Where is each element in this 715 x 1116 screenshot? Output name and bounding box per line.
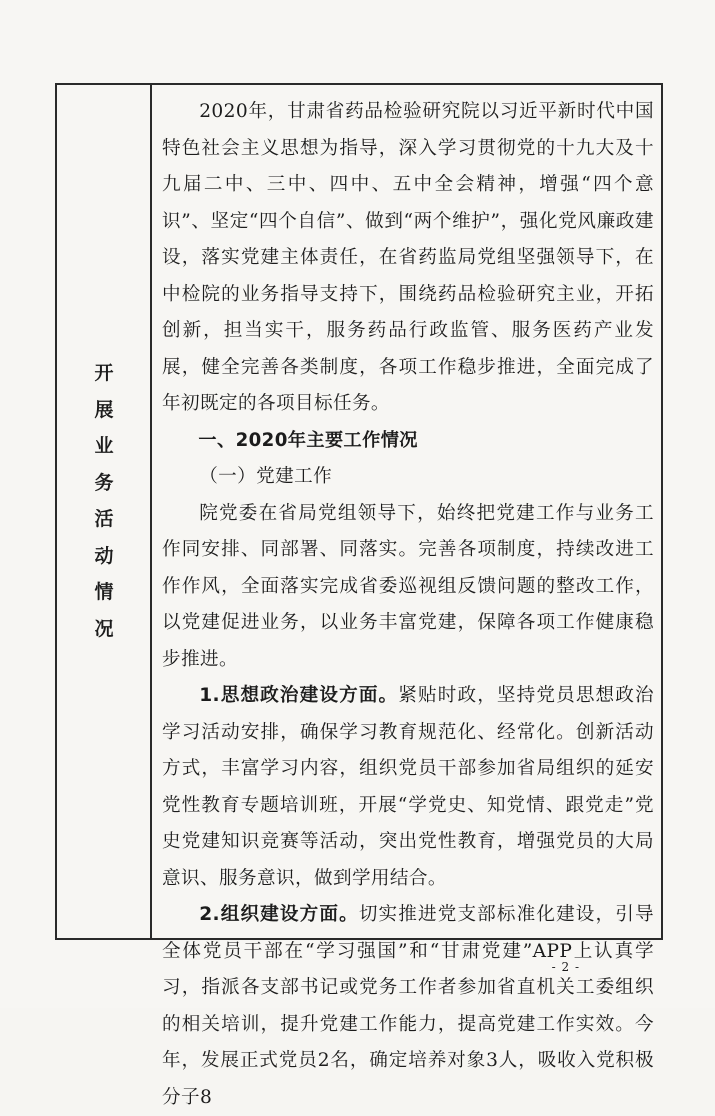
row-label-char: 动 — [94, 544, 114, 567]
row-label-char: 业 — [94, 435, 114, 457]
section-heading: 一、2020年主要工作情况 — [198, 429, 418, 451]
row-label-char: 务 — [94, 471, 114, 494]
row-label-char: 活 — [94, 508, 114, 530]
column-divider — [150, 83, 152, 940]
item1-lead: 1.思想政治建设方面。 — [199, 685, 399, 706]
subsection-paragraph: 院党委在省局党组领导下，始终把党建工作与业务工作同安排、同部署、同落实。完善各项制度，持续改进工作作风，全面落实完成省委巡视组反馈问题的整改工作，以党建促进业务，以业务丰富党建，保障各项工作健康稳步推进。 — [162, 502, 654, 670]
row-label-char: 情 — [94, 581, 114, 603]
intro-paragraph: 2020年，甘肃省药品检验研究院以习近平新时代中国特色社会主义思想为指导，深入学习贯彻党的十九大及十九届二中、三中、四中、五中全会精神，增强“四个意识”、坚定“四个自信”、做到“两个维护”，强化党风廉政建设，落实党建主体责任，在省药监局党组坚强领导下，在中检院的业务指导支持下，围绕药品检验研究主业，开拓创新，担当实干，服务药品行政监管、服务医药产业发展，健全完善各类制度，各项工作稳步推进，全面完成了年初既定的各项目标任务。 — [162, 101, 654, 414]
row-label-char: 展 — [94, 398, 114, 421]
item1-body: 紧贴时政，坚持党员思想政治学习活动安排，确保学习教育规范化、经常化。创新活动方式，丰富学习内容，组织党员干部参加省局组织的延安党性教育专题培训班，开展“学党史、知党情、跟党走”党史党建知识竞赛等活动，突出党性教育，增强党员的大局意识、服务意识，做到学用结合。 — [162, 685, 655, 889]
subsection-heading: （一）党建工作 — [199, 466, 333, 487]
item2-paragraph — [162, 897, 654, 1116]
item2-lead: 2.组织建设方面。 — [199, 904, 359, 925]
item2-body: 切实推进党支部标准化建设，引导全体党员干部在“学习强国”和“甘肃党建”APP上认真学习，指派各支部书记或党务工作者参加省直机关工委组织的相关培训，提升党建工作能力，提高党建工作实效。今年，发展正式党员2名，确定培养对象3人，吸收入党积极分子8 — [162, 904, 654, 1108]
row-label-activities — [58, 355, 150, 647]
row-label-char: 况 — [94, 617, 114, 640]
item1-paragraph — [162, 678, 654, 897]
row-label-char: 开 — [94, 362, 114, 384]
page-number: - 2 - — [551, 960, 580, 974]
